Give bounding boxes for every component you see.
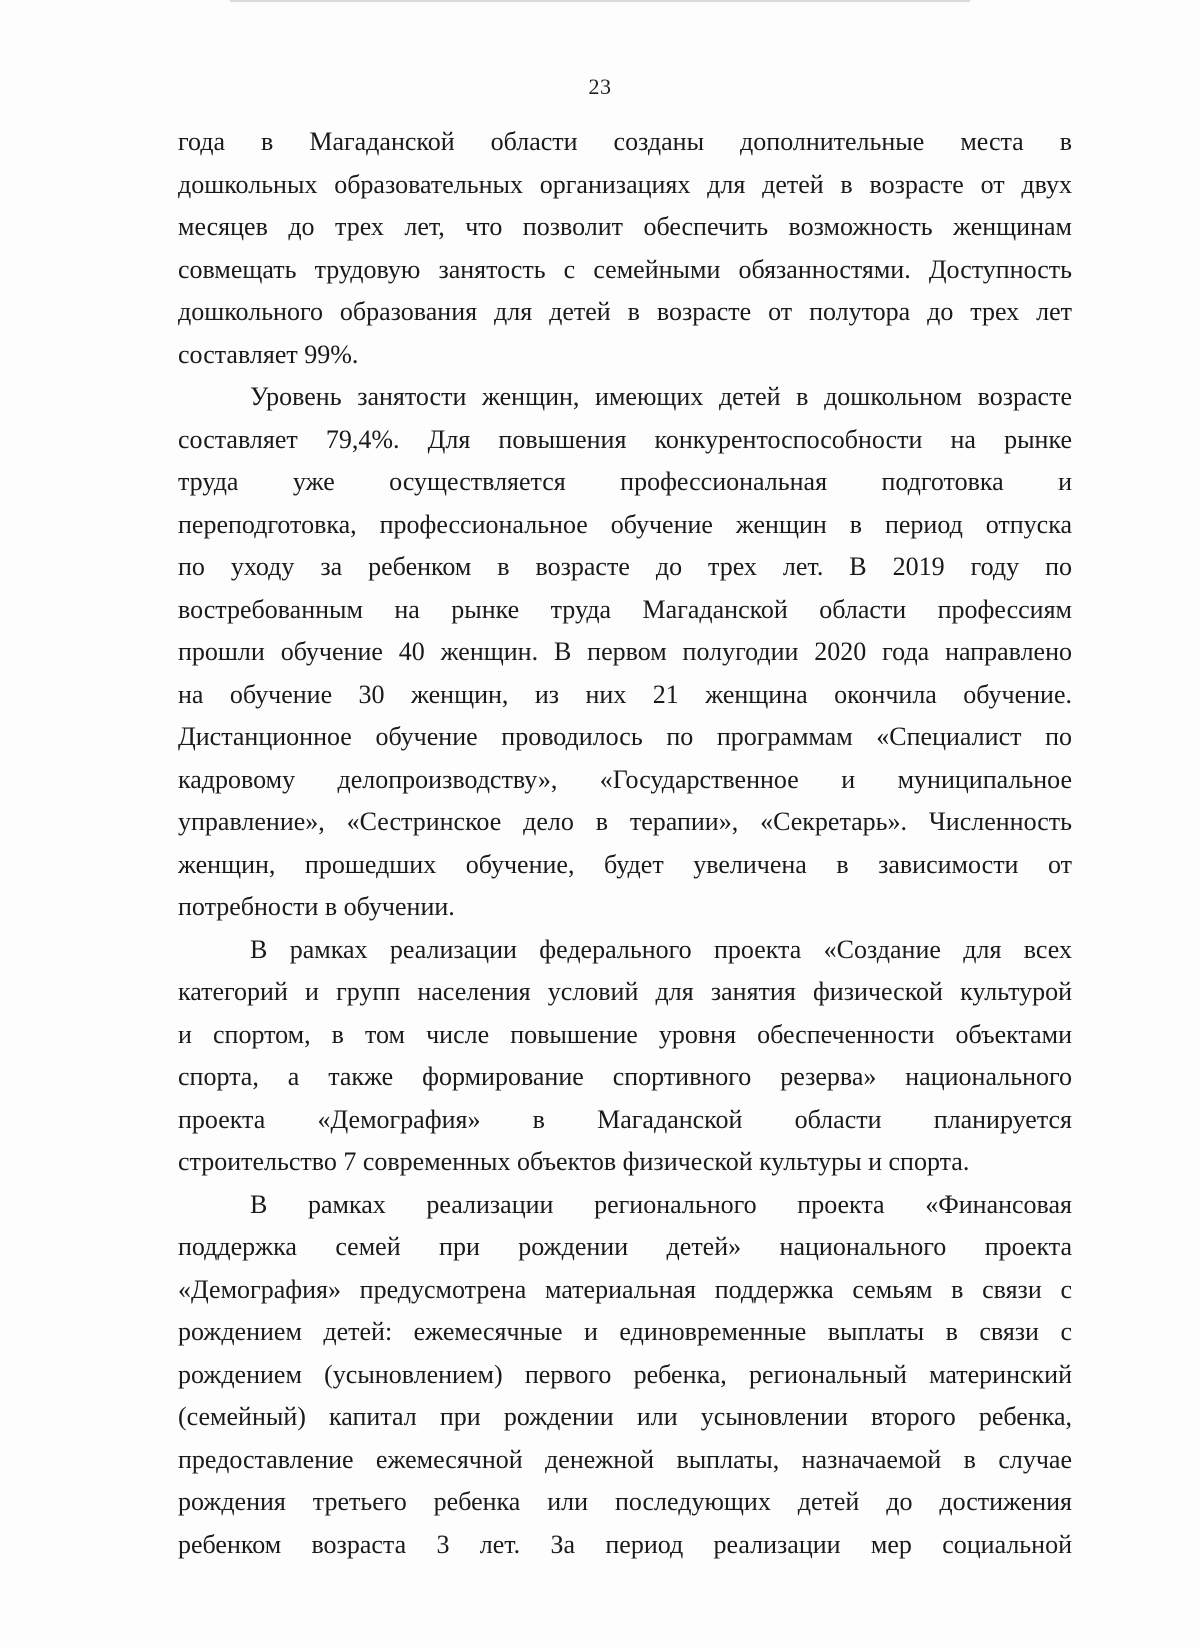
text-line: предоставление ежемесячной денежной выплаты, назначаемой в случае <box>178 1444 1072 1474</box>
text-line: прошли обучение 40 женщин. В первом полугодии 2020 года направлено <box>178 637 1072 666</box>
text-line: Дистанционное обучение проводилось по программам «Специалист по <box>178 722 1072 751</box>
text-line: года в Магаданской области созданы дополнительные места в <box>178 127 1072 156</box>
text-line: по уходу за ребенком в возрасте до трех лет. В 2019 году по <box>178 552 1072 581</box>
text-line: месяцев до трех лет, что позволит обеспечить возможность женщинам <box>178 212 1072 241</box>
text-line: поддержка семей при рождении детей» национального проекта <box>178 1232 1072 1261</box>
text-line: составляет 79,4%. Для повышения конкурентоспособности на рынке <box>178 424 1072 454</box>
paragraph <box>178 929 1072 1184</box>
text-line: «Демография» предусмотрена материальная поддержка семьям в связи с <box>178 1274 1072 1304</box>
text-line: категорий и групп населения условий для занятия физической культурой <box>178 977 1072 1006</box>
text-line: проекта «Демография» в Магаданской области планируется <box>178 1104 1072 1134</box>
scan-artifact <box>230 0 970 2</box>
text-line: востребованным на рынке труда Магаданской области профессиям <box>178 594 1072 624</box>
text-line: потребности в обучении. <box>178 892 455 921</box>
text-line: переподготовка, профессиональное обучение женщин в период отпуска <box>178 509 1072 539</box>
text-line: (семейный) капитал при рождении или усыновлении второго ребенка, <box>178 1402 1072 1431</box>
text-line: рождением (усыновлением) первого ребенка, региональный материнский <box>178 1359 1072 1389</box>
text-line: дошкольных образовательных организациях для детей в возрасте от двух <box>178 169 1072 199</box>
text-line: В рамках реализации регионального проекта «Финансовая <box>250 1189 1072 1219</box>
text-line: составляет 99%. <box>178 339 359 369</box>
text-line: совмещать трудовую занятость с семейными обязанностями. Доступность <box>178 254 1072 284</box>
text-line: Уровень занятости женщин, имеющих детей в дошкольном возрасте <box>250 382 1072 411</box>
text-line: и спортом, в том числе повышение уровня обеспеченности объектами <box>178 1019 1072 1049</box>
text-line: рождением детей: ежемесячные и единовременные выплаты в связи с <box>178 1317 1072 1346</box>
text-line: на обучение 30 женщин, из них 21 женщина окончила обучение. <box>178 679 1072 709</box>
text-line: спорта, а также формирование спортивного резерва» национального <box>178 1062 1072 1091</box>
text-line: женщин, прошедших обучение, будет увеличена в зависимости от <box>178 849 1072 879</box>
text-line: строительство 7 современных объектов физической культуры и спорта. <box>178 1147 970 1176</box>
text-line: дошкольного образования для детей в возрасте от полутора до трех лет <box>178 297 1072 326</box>
text-line: рождения третьего ребенка или последующих детей до достижения <box>178 1487 1072 1516</box>
text-line: труда уже осуществляется профессиональная подготовка и <box>178 467 1072 496</box>
text-line: В рамках реализации федерального проекта «Создание для всех <box>250 934 1072 964</box>
text-line: управление», «Сестринское дело в терапии», «Секретарь». Численность <box>178 807 1072 836</box>
paragraph <box>178 1184 1072 1567</box>
paragraph <box>178 121 1072 376</box>
paragraph <box>178 376 1072 929</box>
text-line: кадровому делопроизводству», «Государственное и муниципальное <box>178 764 1072 794</box>
page-number: 23 <box>588 74 612 99</box>
text-line: ребенком возраста 3 лет. За период реализации мер социальной <box>178 1529 1072 1559</box>
document-body <box>178 121 1072 1566</box>
